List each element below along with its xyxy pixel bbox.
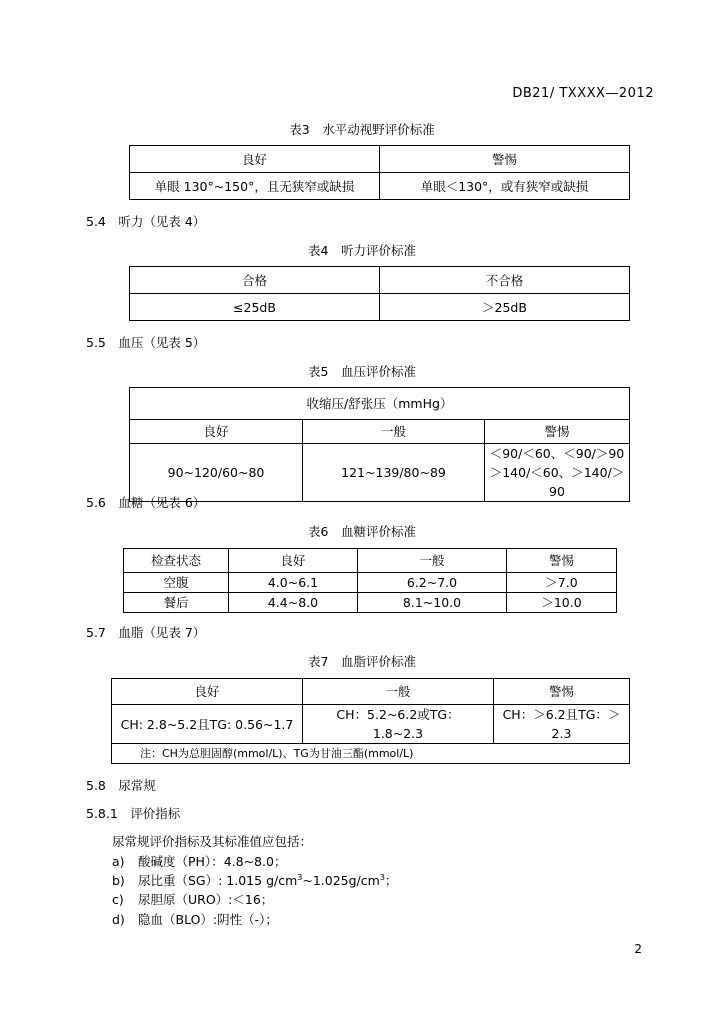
table3-header-good: 良好 <box>130 146 380 173</box>
table5-warn-line2: ＞140/＜60、＞140/＞90 <box>489 465 625 499</box>
table6-header-good: 良好 <box>229 549 358 573</box>
list-text-blo: 隐血（BLO）:阴性（-）； <box>138 912 278 927</box>
table7-warn-line2: 2.3 <box>551 726 572 741</box>
table6-cell-state: 餐后 <box>124 593 229 613</box>
superscript: 3 <box>379 873 385 882</box>
table7-cell-warn <box>494 705 630 744</box>
table7-cell-good: CH: 2.8~5.2且TG: 0.56~1.7 <box>112 705 303 744</box>
section-5-6-heading: 5.6 血糖（见表 6） <box>86 495 206 510</box>
table5-header-good: 良好 <box>130 420 303 444</box>
table5-cell-good: 90~120/60~80 <box>130 444 303 502</box>
list-marker: b) <box>112 873 125 888</box>
table7-warn-line1: CH：＞6.2且TG：＞ <box>502 707 621 722</box>
table5-caption: 表5 血压评价标准 <box>308 364 416 379</box>
table7-normal-line1: CH：5.2~6.2或TG： <box>336 707 460 722</box>
table7-header-normal: 一般 <box>303 679 494 705</box>
table-row <box>124 593 617 613</box>
section-5-5-heading: 5.5 血压（见表 5） <box>86 335 206 350</box>
table6-cell-state: 空腹 <box>124 573 229 593</box>
table5-header-normal: 一般 <box>303 420 485 444</box>
table6-cell-normal: 8.1~10.0 <box>358 593 507 613</box>
list-marker: a) <box>112 854 125 869</box>
table3-cell-warn: 单眼＜130°，或有狭窄或缺损 <box>380 173 630 200</box>
table3-header-warn: 警惕 <box>380 146 630 173</box>
table4-header-fail: 不合格 <box>380 267 630 294</box>
list-text-uro: 尿胆原（URO）:＜16； <box>138 892 274 907</box>
table7 <box>111 678 630 764</box>
section-5-8-heading: 5.8 尿常规 <box>86 778 156 793</box>
table6-cell-good: 4.0~6.1 <box>229 573 358 593</box>
document-code: DB21/ TXXXX—2012 <box>512 86 654 101</box>
section-5-7-heading: 5.7 血脂（见表 7） <box>86 625 206 640</box>
table4-cell-pass: ≤25dB <box>130 294 380 321</box>
table7-caption: 表7 血脂评价标准 <box>308 654 416 669</box>
table4-header-pass: 合格 <box>130 267 380 294</box>
list-text-ph: 酸碱度（PH）：4.8~8.0； <box>138 854 287 869</box>
table7-header-warn: 警惕 <box>494 679 630 705</box>
table3-cell-good: 单眼 130°~150°，且无狭窄或缺损 <box>130 173 380 200</box>
list-marker: c) <box>112 892 124 907</box>
table6-cell-warn: ＞10.0 <box>507 593 617 613</box>
table6-cell-warn: ＞7.0 <box>507 573 617 593</box>
page-number: 2 <box>634 942 642 956</box>
table5-warn-line1: ＜90/＜60、＜90/＞90 <box>489 446 625 461</box>
table3 <box>129 145 630 200</box>
table6 <box>123 548 617 613</box>
list-marker: d) <box>112 912 125 927</box>
table5-cell-warn <box>485 444 630 502</box>
section-5-8-1-heading: 5.8.1 评价指标 <box>86 806 181 821</box>
table7-cell-normal <box>303 705 494 744</box>
list-text-sg-1: 尿比重（SG）: 1.015 g/cm <box>138 873 298 888</box>
table6-header-state: 检查状态 <box>124 549 229 573</box>
table7-header-good: 良好 <box>112 679 303 705</box>
list-item <box>112 910 278 928</box>
table6-header-normal: 一般 <box>358 549 507 573</box>
table5-group-header: 收缩压/舒张压（mmHg） <box>130 388 630 420</box>
table5-cell-normal: 121~139/80~89 <box>303 444 485 502</box>
table7-note: 注：CH为总胆固醇(mmol/L)、TG为甘油三酯(mmol/L) <box>112 744 630 764</box>
table4-cell-fail: ＞25dB <box>380 294 630 321</box>
table-row <box>124 573 617 593</box>
table4-caption: 表4 听力评价标准 <box>308 243 416 258</box>
table4 <box>129 266 630 321</box>
table6-caption: 表6 血糖评价标准 <box>308 524 416 539</box>
list-item <box>112 852 286 870</box>
table6-cell-normal: 6.2~7.0 <box>358 573 507 593</box>
table7-normal-line2: 1.8~2.3 <box>372 726 424 741</box>
list-text-sg-2: ~1.025g/cm <box>302 873 380 888</box>
table6-cell-good: 4.4~8.0 <box>229 593 358 613</box>
section-5-4-heading: 5.4 听力（见表 4） <box>86 214 206 229</box>
list-text-sg-3: ； <box>384 873 398 888</box>
table5 <box>129 387 630 502</box>
intro-paragraph: 尿常规评价指标及其标准值应包括： <box>112 834 313 849</box>
superscript: 3 <box>297 873 303 882</box>
list-item <box>112 890 273 908</box>
table5-header-warn: 警惕 <box>485 420 630 444</box>
table6-header-warn: 警惕 <box>507 549 617 573</box>
list-item <box>112 871 397 889</box>
table3-caption: 表3 水平动视野评价标准 <box>289 122 435 137</box>
